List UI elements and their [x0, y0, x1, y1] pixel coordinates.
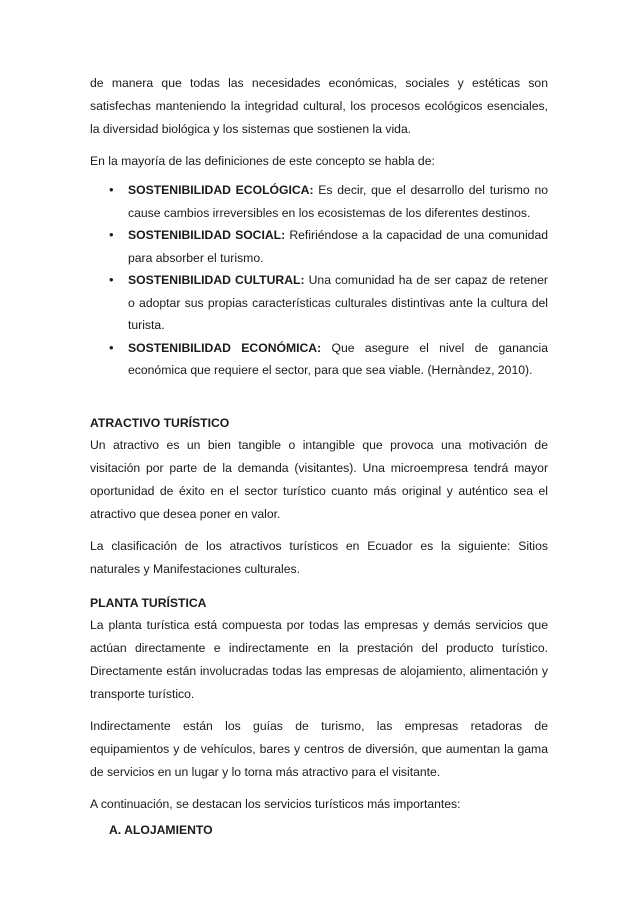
sub-heading-alojamiento: A. ALOJAMIENTO	[109, 823, 213, 837]
list-item	[90, 269, 548, 337]
list-item	[90, 337, 548, 382]
lower-section	[90, 412, 548, 842]
continuacion-paragraph: A continuación, se destacan los servicios turísticos más importantes:	[90, 797, 461, 811]
bullet-icon: •	[109, 182, 114, 197]
section-heading-planta: PLANTA TURÍSTICA	[90, 596, 207, 610]
clasificacion-paragraph: La clasificación de los atractivos turísticos en Ecuador es la siguiente: Sitios naturales y Manifestaciones culturales.	[90, 539, 548, 576]
indirectamente-paragraph: Indirectamente están los guías de turismo, las empresas retadoras de equipamientos y de vehículos, bares y centros de diversión, que aumentan la gama de servicios en un lugar y lo torna más atractivo para el visitante.	[90, 719, 548, 779]
list-item-text: Una comunidad ha de ser capaz de retener o adoptar sus propias características culturales distintivas ante la cultura del turista.	[128, 273, 548, 332]
list-item-text: Refiriéndose a la capacidad de una comunidad para absorber el turismo.	[128, 228, 549, 265]
sustainability-list	[90, 179, 548, 382]
planta-paragraph: La planta turística está compuesta por todas las empresas y demás servicios que actúan directamente e indirectamente en la prestación del producto turístico. Directamente están involucradas todas las empresas de alojamiento, alimentación y transporte turístico.	[90, 618, 548, 701]
bullet-icon: •	[109, 272, 114, 287]
bullet-icon: •	[109, 339, 114, 355]
list-item-term: SOSTENIBILIDAD ECONÓMICA:	[128, 340, 322, 355]
list-item-text: Es decir, que el desarrollo del turismo no cause cambios irreversibles en los ecosistemas de los diferentes destinos.	[128, 183, 549, 220]
bullet-icon: •	[109, 227, 114, 242]
list-item	[90, 179, 548, 224]
list-item-term: SOSTENIBILIDAD ECOLÓGICA:	[128, 183, 314, 197]
atractivo-paragraph: Un atractivo es un bien tangible o intangible que provoca una motivación de visitación por parte de la demanda (visitantes). Una microempresa tendrá mayor oportunidad de éxito en el sector turístico cuanto más original y auténtico sea el atractivo que desea poner en valor.	[90, 438, 548, 521]
list-item	[90, 224, 548, 269]
definitions-intro: En la mayoría de las definiciones de este concepto se habla de:	[90, 154, 435, 168]
list-item-term: SOSTENIBILIDAD CULTURAL:	[128, 273, 305, 287]
upper-section	[90, 72, 548, 382]
list-item-term: SOSTENIBILIDAD SOCIAL:	[128, 228, 286, 242]
intro-paragraph: de manera que todas las necesidades económicas, sociales y estéticas son satisfechas manteniendo la integridad cultural, los procesos ecológicos esenciales, la diversidad biológica y los sistemas que sostienen la vida.	[90, 76, 548, 136]
list-item-text: Que asegure el nivel de ganancia económica que requiere el sector, para que sea viable. (Hernàndez, 2010).	[128, 340, 548, 377]
section-heading-atractivo: ATRACTIVO TURÍSTICO	[90, 416, 230, 430]
